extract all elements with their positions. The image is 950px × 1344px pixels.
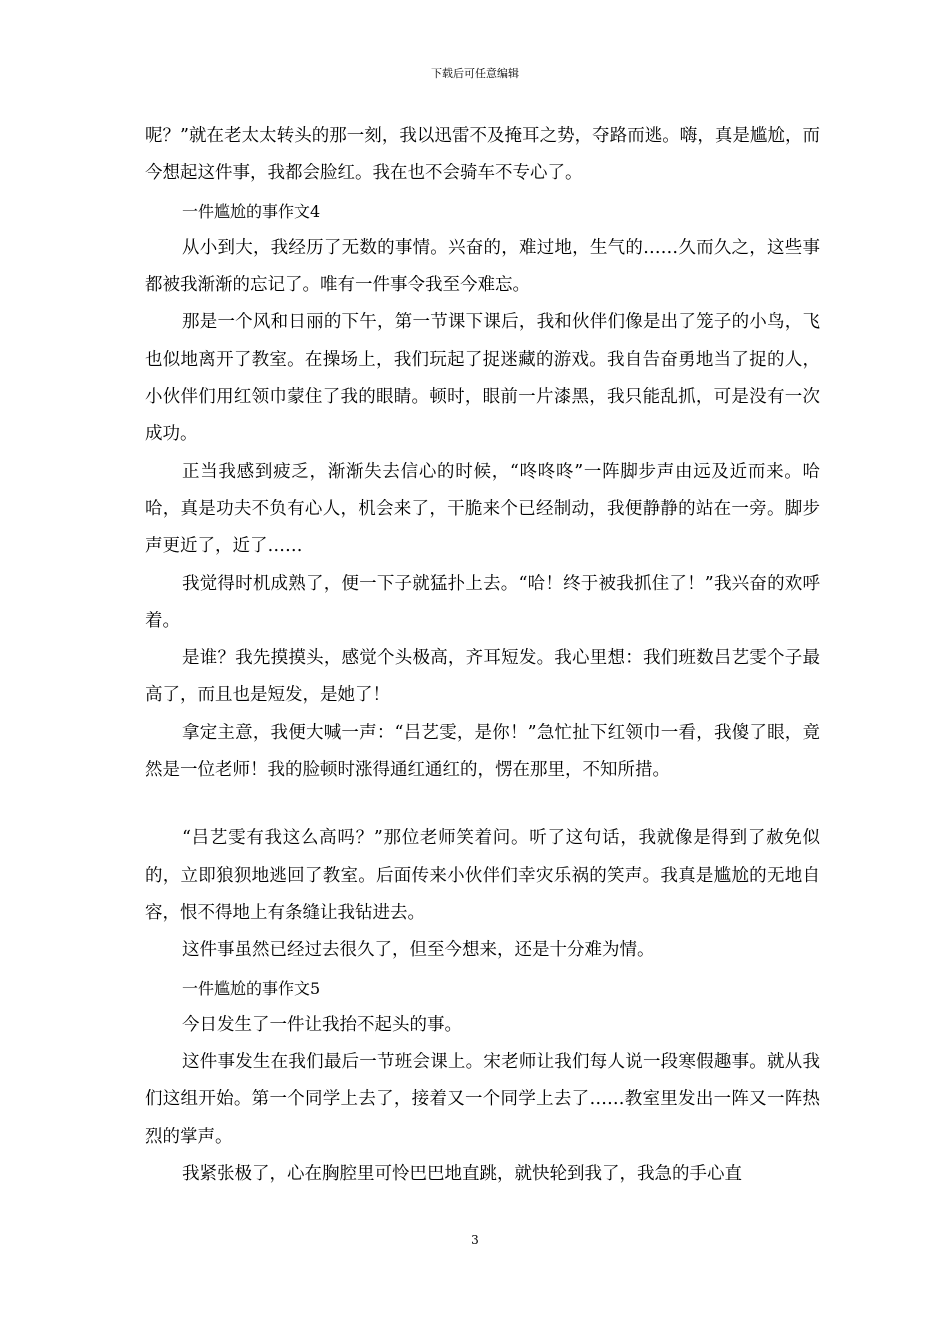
paragraph: 我紧张极了，心在胸腔里可怜巴巴地直跳，就快轮到我了，我急的手心直 (182, 1164, 742, 1185)
section-heading-4: 一件尴尬的事作文4 (182, 201, 321, 221)
paragraph: 拿定主意，我便大喊一声：“吕艺雯，是你！”急忙扯下红领巾一看，我傻了眼，竟然是一位老师！我的脸顿时涨得通红通红的，愣在那里，不知所措。 (145, 722, 820, 781)
document-body (145, 118, 820, 1193)
paragraph-continuation: 呢？”就在老太太转头的那一刻，我以迅雷不及掩耳之势，夺路而逃。嗨，真是尴尬，而今想起这件事，我都会脸红。我在也不会骑车不专心了。 (145, 126, 820, 184)
paragraph: 今日发生了一件让我抬不起头的事。 (182, 1014, 462, 1035)
section-heading-5: 一件尴尬的事作文5 (182, 978, 321, 998)
paragraph: 那是一个风和日丽的下午，第一节课下课后，我和伙伴们像是出了笼子的小鸟，飞也似地离开了教室。在操场上，我们玩起了捉迷藏的游戏。我自告奋勇地当了捉的人，小伙伴们用红领巾蒙住了我的眼睛。顿时，眼前一片漆黑，我只能乱抓，可是没有一次成功。 (145, 312, 820, 445)
paragraph: 这件事发生在我们最后一节班会课上。宋老师让我们每人说一段寒假趣事。就从我们这组开始。第一个同学上去了，接着又一个同学上去了……教室里发出一阵又一阵热烈的掌声。 (145, 1052, 820, 1147)
page-header: 下载后可任意编辑 (431, 67, 519, 80)
paragraph: 我觉得时机成熟了，便一下子就猛扑上去。“哈！终于被我抓住了！”我兴奋的欢呼着。 (145, 573, 820, 631)
page-number: 3 (471, 1233, 479, 1247)
paragraph: 是谁？我先摸摸头，感觉个头极高，齐耳短发。我心里想：我们班数吕艺雯个子最高了，而且也是短发，是她了！ (145, 648, 820, 706)
paragraph: 正当我感到疲乏，渐渐失去信心的时候，“咚咚咚”一阵脚步声由远及近而来。哈哈，真是功夫不负有心人，机会来了，干脆来个已经制动，我便静静的站在一旁。脚步声更近了，近了…… (145, 461, 820, 557)
paragraph: “吕艺雯有我这么高吗？”那位老师笑着问。听了这句话，我就像是得到了赦免似的，立即狼狈地逃回了教室。后面传来小伙伴们幸灾乐祸的笑声。我真是尴尬的无地自容，恨不得地上有条缝让我钻进去。 (145, 828, 820, 923)
paragraph: 这件事虽然已经过去很久了，但至今想来，还是十分难为情。 (182, 940, 655, 961)
paragraph: 从小到大，我经历了无数的事情。兴奋的，难过地，生气的……久而久之，这些事都被我渐渐的忘记了。唯有一件事令我至今难忘。 (145, 237, 820, 296)
paragraph-gap (145, 789, 820, 820)
